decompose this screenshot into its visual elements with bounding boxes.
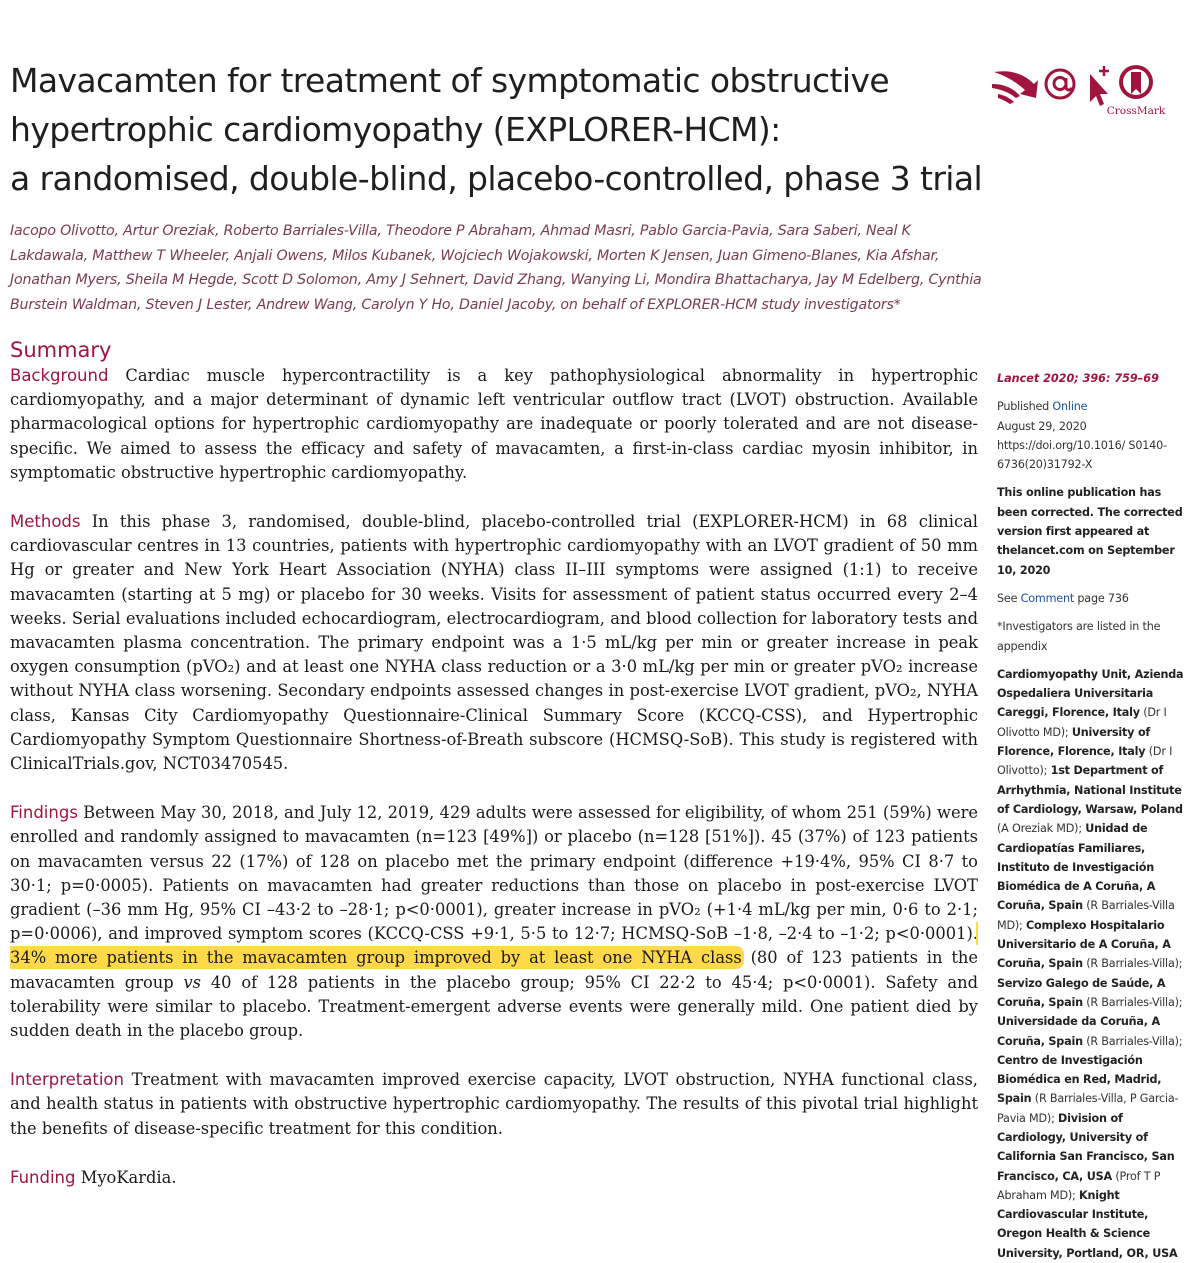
interpretation-text: Treatment with mavacamten improved exercise capacity, LVOT obstruction, NYHA functional class, and health status in patients with obstructive hypertrophic cardiomyopathy. The results of this pivotal trial highlight the benefits of disease-specific treatment for this condition. (10, 1070, 978, 1138)
affiliation-text: (Prof T P Abraham MD); (997, 1169, 1161, 1202)
methods-label: Methods (10, 512, 81, 532)
funding-text: MyoKardia. (80, 1167, 177, 1187)
funding-label: Funding (10, 1167, 76, 1187)
findings-text-mid: (80 of 123 patients in the mavacamten group (10, 948, 978, 992)
findings-text: Between May 30, 2018, and July 12, 2019, 429 adults were assessed for eligibility, of whom 251 (59%) were enrolled and randomly assigned to mavacamten (n=123 [49%]) or placebo (n=128 [51%]). 45 (37%) of 123 patients on mavacamten versus 22 (17%) of 128 on placebo met the primary endpoint (difference +19·4%, 95% CI 8·7 to 30·1; p=0·0005). Patients on mavacamten had greater reductions than those on placebo in post-exercise LVOT gradient (–36 mm Hg, 95% CI –43·2 to –28·1; p<0·0001), greater increase in pVO₂ (+1·4 mL/kg per min, 0·6 to 2·1; p=0·0006), and improved symptom scores (KCCQ-CSS +9·1, 5·5 to 12·7; HCMSQ-SoB –1·8, –2·4 to –1·2; p<0·0001). (10, 803, 978, 944)
published-online-link[interactable]: Online (1052, 400, 1088, 414)
published-info (997, 397, 1192, 416)
author-list: Iacopo Olivotto, Artur Oreziak, Roberto Barriales-Villa, Theodore P Abraham, Ahmad Masri, Pablo Garcia-Pavia, Sara Saberi, Neal K Lakdawala, Matthew T Wheeler, Anjali Owens, Milos Kubanek, Wojciech Wojakowski, Morten K Jensen, Juan Gimeno-Blanes, Kia Afshar, Jonathan Myers, Sheila M Hegde, Scott D Solomon, Amy J Sehnert, David Zhang, Wanying Li, Mondira Bhattacharya, Jay M Edelberg, Cynthia Burstein Waldman, Steven J Lester, Andrew Wang, Carolyn Y Ho, Daniel Jacoby, on behalf of EXPLORER-HCM study investigators* (10, 223, 982, 313)
affiliation-text: (A Oreziak MD); (997, 822, 1086, 836)
title-line-1: Mavacamten for treatment of symptomatic obstructive (10, 61, 890, 100)
methods-text: In this phase 3, randomised, double-blind, placebo-controlled trial (EXPLORER-HCM) in 68 clinical cardiovascular centres in 13 countries, patients with hypertrophic cardiomyopathy with an LVOT gradient of 50 mm Hg or greater and New York Heart Association (NYHA) class II–III symptoms were assigned (1:1) to receive mavacamten (starting at 5 mg) or placebo for 30 weeks. Visits for assessment of patient status occurred every 2–4 weeks. Serial evaluations included echocardiogram, electrocardiogram, and blood collection for laboratory tests and mavacamten plasma concentration. The primary endpoint was a 1·5 mL/kg per min or greater increase in peak oxygen consumption (pVO₂) and at least one NYHA class reduction or a 3·0 mL/kg per min or greater pVO₂ increase without NYHA class worsening. Secondary endpoints assessed changes in post-exercise LVOT gradient, pVO₂, NYHA class, Kansas City Cardiomyopathy Questionnaire-Clinical Summary Score (KCCQ-CSS), and Hypertrophic Cardiomyopathy Symptom Questionnaire Shortness-of-Breath subscore (HCMSQ-SoB). This study is registered with ClinicalTrials.gov, NCT03470545. (10, 512, 978, 774)
affiliation-text: Universidade da Coruña, A Coruña, Spain (997, 1015, 1160, 1048)
findings-label: Findings (10, 803, 78, 823)
findings-vs: vs (183, 972, 202, 992)
affiliation-text: (R Barriales-Villa, P Garcia-Pavia MD); (997, 1092, 1179, 1125)
findings-text-after: 40 of 128 patients in the placebo group; 95% CI 22·2 to 45·4; p<0·0001). Safety and tolerability were similar to placebo. Treatment-emergent adverse events were generally mild. One patient died by sudden death in the placebo group. (10, 972, 978, 1041)
see-prefix: See (997, 591, 1021, 605)
title-line-3: a randomised, double-blind, placebo-controlled, phase 3 trial (10, 159, 983, 198)
citation: Lancet 2020; 396: 759–69 (997, 372, 1159, 385)
affiliation-text: Complexo Hospitalario Universitario de A Coruña, A Coruña, Spain (997, 918, 1171, 971)
published-prefix: Published (997, 400, 1053, 414)
methods-section (10, 510, 978, 776)
article-tools (992, 60, 1172, 126)
mendeley-share-icon[interactable] (992, 71, 1038, 104)
affiliation-text: 1st Department of Arrhythmia, National Institute of Cardiology, Warsaw, Poland (997, 764, 1183, 816)
see-comment (997, 589, 1192, 608)
title-line-2: hypertrophic cardiomyopathy (EXPLORER-HCM): (10, 110, 781, 149)
affiliation-text: (R Barriales-Villa MD); (997, 899, 1175, 932)
background-section (10, 364, 978, 485)
affiliation-text: University of Florence, Florence, Italy (997, 725, 1151, 759)
article-title (10, 56, 990, 203)
background-text: Cardiac muscle hypercontractility is a key pathophysiological abnormality in hypertrophic cardiomyopathy, and a major determinant of dynamic left ventricular outflow tract (LVOT) obstruction. Available pharmacological options for hypertrophic cardiomyopathy are inadequate or poorly tolerated and are not disease-specific. We aimed to assess the efficacy and safety of mavacamten, a first-in-class cardiac myosin inhibitor, in symptomatic obstructive hypertrophic cardiomyopathy. (10, 366, 978, 482)
affiliation-text: (R Barriales-Villa); (1082, 1034, 1183, 1048)
crossmark-label: CrossMark (1106, 105, 1166, 117)
abstract (10, 364, 978, 1215)
correction-note: This online publication has been corrected. The corrected version first appeared at thelancet.com on September 10, 2020 (997, 486, 1183, 577)
affiliation-text: (Dr I Olivotto MD); (997, 706, 1167, 739)
sidebar (997, 369, 1192, 1263)
affiliation-text: Cardiomyopathy Unit, Azienda Ospedaliera Universitaria Careggi, Florence, Italy (997, 667, 1184, 720)
interpretation-label: Interpretation (10, 1070, 124, 1090)
findings-highlight: 34% more patients in the mavacamten group improved by at least one NYHA class (10, 948, 742, 968)
article-tools-svg (992, 60, 1172, 126)
background-label: Background (10, 366, 109, 385)
affiliation-text: (R Barriales-Villa); (1082, 957, 1183, 971)
crossmark-icon[interactable] (1119, 65, 1153, 99)
summary-heading: Summary (10, 338, 112, 362)
cursor-plus-icon[interactable] (1090, 66, 1109, 106)
affiliation-text: Servizo Galego de Saúde, A Coruña, Spain (997, 976, 1166, 1009)
affiliation-text: Knight Cardiovascular Institute, Oregon Health & Science University, Portland, OR, USA (997, 1188, 1178, 1260)
findings-section (10, 801, 978, 1043)
web-at-icon[interactable] (1046, 70, 1074, 98)
comment-link[interactable]: Comment (1020, 591, 1075, 605)
funding-section (10, 1166, 978, 1190)
published-date: August 29, 2020 (997, 419, 1087, 433)
doi-link[interactable]: https://doi.org/10.1016/ S0140-6736(20)31792-X (997, 438, 1167, 472)
affiliation-text: Centro de Investigación Biomédica en Red, Madrid, Spain (997, 1053, 1162, 1106)
affiliations (997, 665, 1192, 1263)
investigators-note: *Investigators are listed in the appendix (997, 620, 1161, 653)
interpretation-section (10, 1068, 978, 1141)
affiliation-text: (Dr I Olivotto); (997, 745, 1173, 778)
see-suffix: page 736 (1074, 591, 1129, 605)
affiliation-text: (R Barriales-Villa); (1082, 995, 1183, 1009)
affiliation-text: Unidad de Cardiopatías Familiares, Instituto de Investigación Biomédica de A Coruña, A Coruña, Spain (997, 822, 1156, 913)
affiliation-text: Division of Cardiology, University of California San Francisco, San Francisco, CA, USA (997, 1111, 1175, 1183)
